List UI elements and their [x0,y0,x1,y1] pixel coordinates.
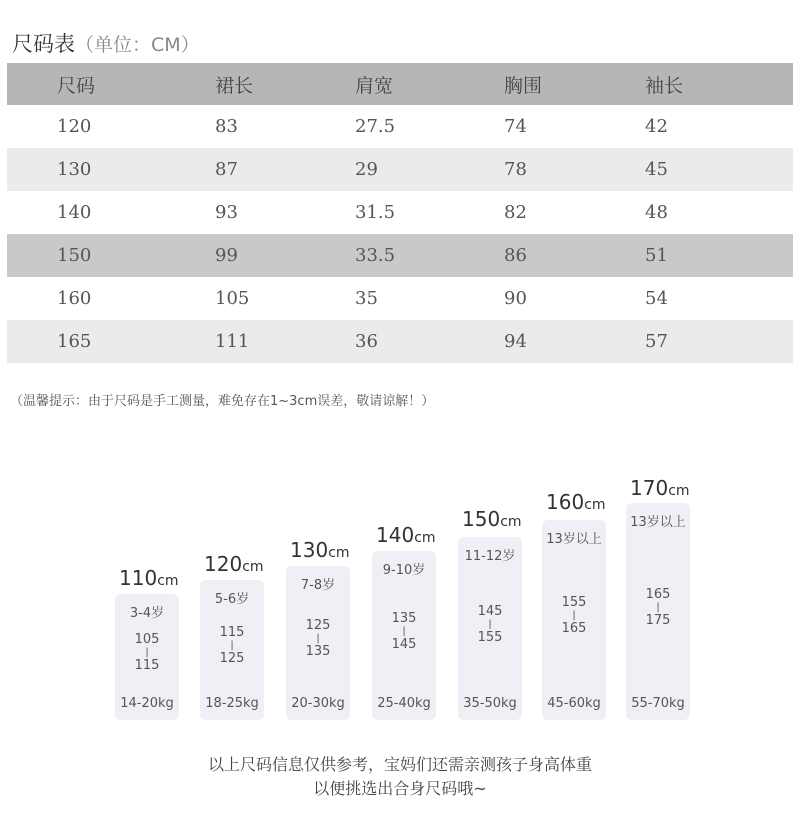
age-range: 13岁以上 [630,515,686,530]
title-main: 尺码表 [12,32,75,56]
size-table [7,63,793,363]
height-high: 125 [219,651,245,666]
table-row [7,234,793,277]
table-row [7,105,793,148]
cell: 87 [215,159,238,180]
size-value: 150 [462,507,501,531]
height-low: 115 [219,625,245,640]
weight-range: 14-20kg [120,696,174,711]
size-heading [290,538,350,562]
age-range: 3-4岁 [129,606,165,621]
height-high: 175 [645,612,671,628]
table-row [7,320,793,363]
size-value: 170 [630,476,669,500]
weight-range: 45-60kg [547,696,601,711]
weight-range: 25-40kg [377,696,431,711]
size-column [626,503,690,720]
weight-range: 55-70kg [631,696,685,711]
age-range: 9-10岁 [382,563,426,578]
size-unit: cm [328,545,350,561]
age-range: 7-8岁 [300,578,336,593]
cell: 54 [645,288,668,309]
cell: 51 [645,245,668,266]
size-value: 140 [376,523,415,547]
height-range-divider: | [402,625,406,637]
cell: 86 [504,245,527,266]
height-range-divider: | [572,610,576,621]
size-column [542,520,606,720]
footer-line-1: 以上尺码信息仅供参考，宝妈们还需亲测孩子身高体重 [207,755,592,774]
cell: 29 [355,159,378,180]
height-range-divider: | [316,633,320,644]
cell: 165 [57,331,92,352]
size-column [458,537,522,720]
size-value: 160 [546,490,585,514]
cell: 74 [504,116,527,137]
size-heading [204,552,264,576]
cell: 99 [215,245,238,266]
age-range: 11-12岁 [464,549,516,564]
cell: 27.5 [355,116,396,137]
size-unit: cm [584,497,606,513]
footer-line-2: 以便挑选出合身尺码哦~ [313,779,487,798]
size-column [286,566,350,720]
height-high: 155 [477,629,503,645]
header-size: 尺码 [57,74,96,97]
height-low: 165 [645,586,671,602]
cell: 45 [645,159,668,180]
weight-range: 35-50kg [463,696,517,711]
height-low: 105 [134,632,160,647]
height-low: 145 [477,603,503,619]
size-heading [119,566,179,590]
size-value: 120 [204,552,243,576]
size-heading [462,507,522,531]
height-high: 135 [305,644,331,659]
size-value: 130 [290,538,329,562]
height-range-divider: | [145,647,149,658]
cell: 111 [215,331,250,352]
cell: 42 [645,116,668,137]
cell: 36 [355,331,378,352]
height-range-divider: | [488,618,492,630]
table-row [7,148,793,191]
height-high: 115 [134,658,160,673]
height-high: 165 [561,621,587,636]
size-unit: cm [242,559,264,575]
size-unit: cm [668,483,690,499]
age-range: 13岁以上 [546,532,602,547]
height-low: 125 [305,618,331,633]
size-unit: cm [500,514,522,530]
table-row [7,191,793,234]
cell: 31.5 [355,202,396,223]
size-heading [376,523,436,547]
size-unit: cm [157,573,179,589]
size-heading [630,476,690,500]
cell: 140 [57,202,92,223]
age-range: 5-6岁 [214,592,250,607]
size-value: 110 [119,566,158,590]
weight-range: 18-25kg [205,696,259,711]
size-column [115,594,179,720]
cell: 105 [215,288,250,309]
table-header [7,63,793,105]
height-high: 145 [391,636,417,652]
cell: 57 [645,331,668,352]
size-unit: cm [414,530,436,546]
header-sleeve: 袖长 [645,74,684,97]
cell: 120 [57,116,92,137]
page-title [12,28,200,58]
cell: 150 [57,245,92,266]
header-chest: 胸围 [504,74,543,97]
cell: 48 [645,202,668,223]
cell: 83 [215,116,238,137]
cell: 90 [504,288,527,309]
header-skirt-length: 裙长 [215,74,254,97]
size-column [372,551,436,720]
cell: 94 [504,331,527,352]
cell: 160 [57,288,92,309]
height-low: 155 [561,595,587,610]
title-unit: （单位：CM） [75,34,200,56]
cell: 82 [504,202,527,223]
cell: 33.5 [355,245,396,266]
table-row [7,277,793,320]
cell: 35 [355,288,378,309]
cell: 130 [57,159,92,180]
weight-range: 20-30kg [291,696,345,711]
height-low: 135 [391,610,417,626]
size-column [200,580,264,720]
cell: 93 [215,202,238,223]
measurement-note: （温馨提示：由于尺码是手工测量，难免存在1~3cm误差，敬请谅解！） [10,394,435,409]
cell: 78 [504,159,527,180]
height-range-divider: | [656,601,660,613]
size-heading [546,490,606,514]
height-range-divider: | [230,640,234,651]
header-shoulder: 肩宽 [355,74,394,97]
